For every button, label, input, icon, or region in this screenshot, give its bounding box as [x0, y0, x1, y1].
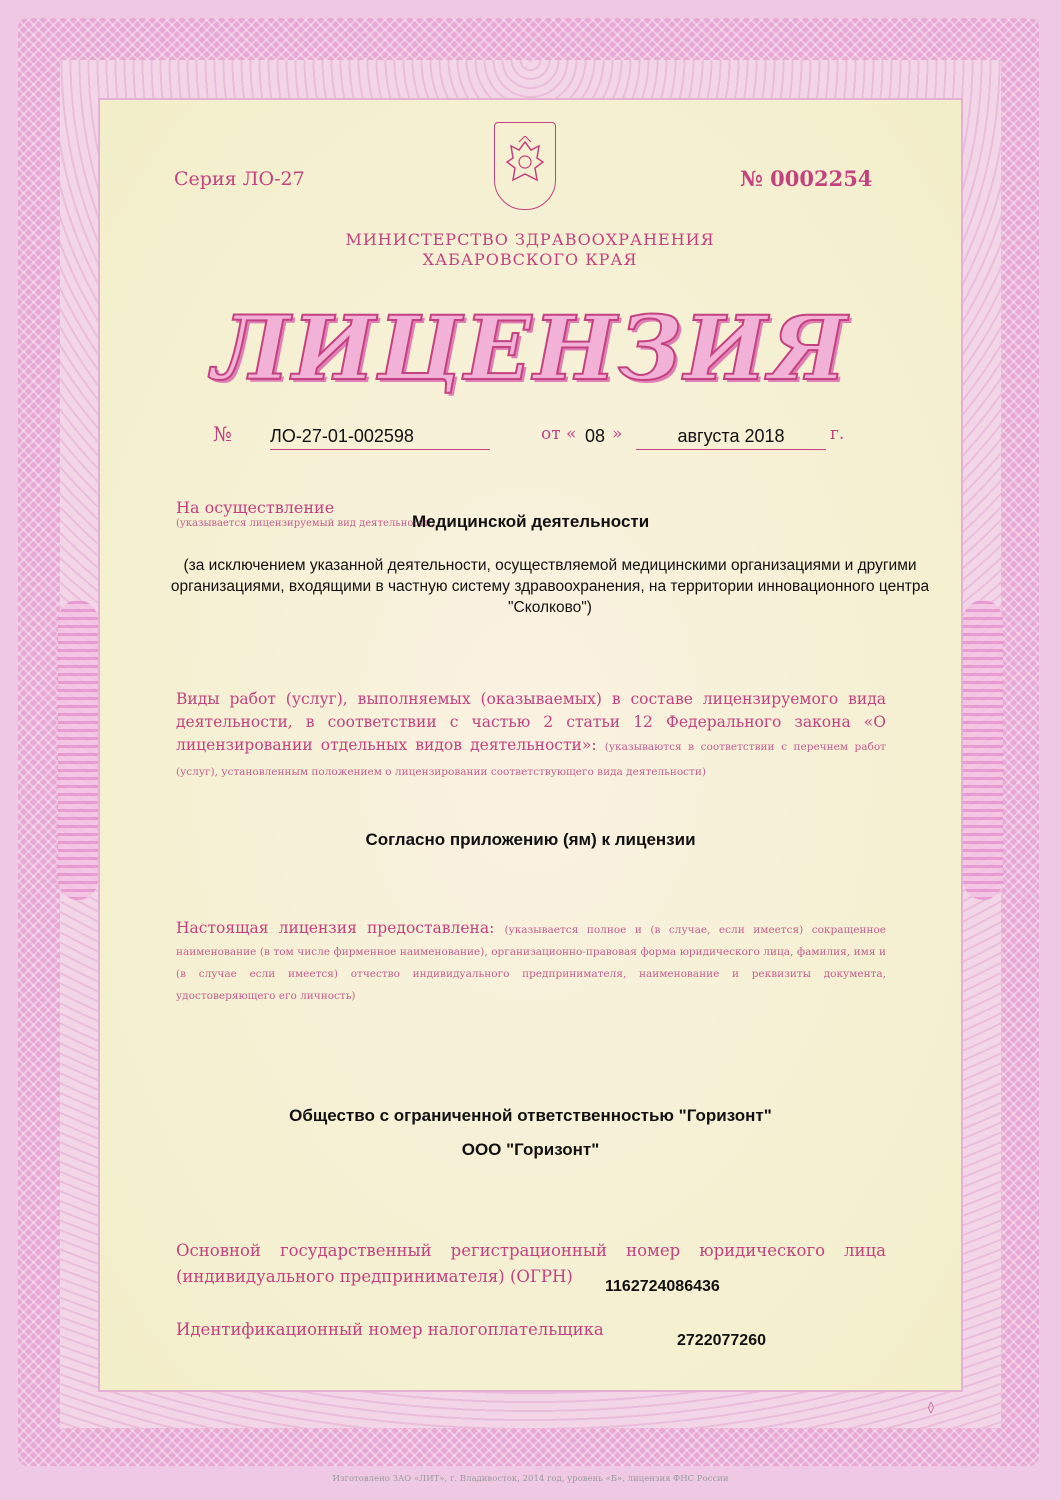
granted-section	[176, 918, 886, 1006]
issuer-line-2: ХАБАРОВСКОГО КРАЯ	[422, 250, 638, 269]
corner-mark: ◊	[928, 1400, 934, 1414]
organization-full-name: Общество с ограниченной ответственностью "Горизонт"	[289, 1106, 772, 1125]
license-number-label: №	[213, 422, 232, 446]
printer-note: Изготовлено ЗАО «ЛИТ», г. Владивосток, 2014 год, уровень «Б», лицензия ФНС России	[332, 1474, 729, 1484]
inn-value: 2722077260	[677, 1332, 766, 1349]
date-quote-close: »	[612, 424, 623, 444]
left-ornament	[58, 600, 98, 900]
works-label: Виды работ (услуг), выполняемых (оказываемых) в составе лицензируемого вида деятельности, в соответствии с частью 2 статьи 12 Федерального закона «О лицензировании отдельных видов деятельности»:	[176, 690, 886, 754]
coat-of-arms-icon	[494, 122, 556, 210]
activity-exclusion: (за исключением указанной деятельности, осуществляемой медицинскими организациями и другими организациями, входящими в частную систему здравоохранения, на территории инновационного центра "Сколково")	[170, 557, 930, 616]
works-value: Согласно приложению (ям) к лицензии	[365, 830, 696, 849]
ogrn-label: Основной государственный регистрационный номер юридического лица (индивидуального предпринимателя) (ОГРН)	[176, 1241, 886, 1286]
ogrn-value: 1162724086436	[605, 1278, 720, 1295]
granted-label: Настоящая лицензия предоставлена:	[176, 919, 495, 937]
serial-number: № 0002254	[740, 166, 873, 191]
activity-value: Медицинской деятельности	[412, 512, 650, 531]
works-section	[176, 688, 886, 784]
document-title: ЛИЦЕНЗИЯ	[212, 296, 849, 400]
inn-label: Идентификационный номер налогоплательщика	[176, 1320, 604, 1339]
issuer-name	[200, 230, 860, 270]
date-from-label: от «	[541, 424, 577, 444]
works-hint: (указываются в соответствии с перечнем работ (услуг), установленным положением о лицензировании соответствующего вида деятельности)	[176, 741, 886, 778]
issuer-line-1: МИНИСТЕРСТВО ЗДРАВООХРАНЕНИЯ	[345, 230, 715, 249]
right-ornament	[963, 600, 1003, 900]
activity-hint: (указывается лицензируемый вид деятельности)	[176, 518, 436, 529]
granted-hint: (указывается полное и (в случае, если имеется) сокращенное наименование (в том числе фирменное наименование), организационно-правовая форма юридического лица, фамилия, имя и (в случае если имеется) отчество индивидуального предпринимателя, наименование и реквизиты документа, удостоверяющего его личность)	[176, 924, 886, 1002]
series-label: Серия ЛО-27	[174, 168, 305, 190]
activity-label: На осуществление	[176, 498, 335, 517]
license-month-year: августа 2018	[636, 426, 826, 450]
license-number: ЛО-27-01-002598	[270, 426, 490, 450]
organization-short-name: ООО "Горизонт"	[461, 1140, 600, 1159]
year-suffix: г.	[830, 424, 845, 444]
license-day: 08	[585, 426, 606, 446]
